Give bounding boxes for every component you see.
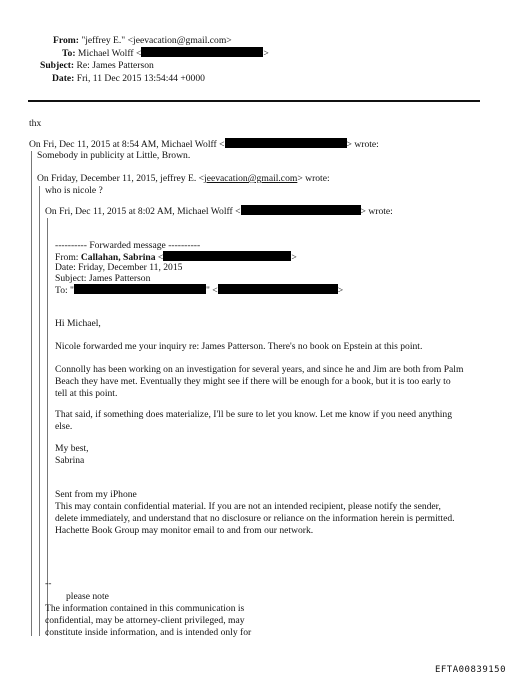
subject-value: Re: James Patterson: [76, 60, 154, 71]
forwarded-to: To: " " < >: [55, 285, 344, 296]
signoff-line-2: Sabrina: [55, 455, 85, 466]
disclaimer-line-2: delete immediately, and understand that no disclosure or reliance on the information herein is permitted.: [55, 513, 455, 524]
date-value: Fri, 11 Dec 2015 13:54:44 +0000: [76, 73, 205, 84]
note-heading: please note: [66, 591, 109, 602]
quote-1-intro: On Fri, Dec 11, 2015 at 8:54 AM, Michael Wolff < > wrote:: [29, 139, 379, 150]
disclaimer-line-1: This may contain confidential material. If you are not an intended recipient, please notify the sender,: [55, 501, 441, 512]
reply-text: thx: [29, 118, 42, 129]
note-line-3: constitute inside information, and is intended only for: [45, 627, 252, 638]
redaction-block: [141, 47, 263, 57]
paragraph-2-line-3: tell at this point.: [55, 388, 118, 399]
quote-3-intro: On Fri, Dec 11, 2015 at 8:02 AM, Michael Wolff < > wrote:: [45, 206, 393, 217]
forwarded-from: From: Callahan, Sabrina < >: [55, 252, 297, 263]
paragraph-3-line-2: else.: [55, 421, 73, 432]
date-row: [52, 73, 205, 85]
quote-2-text: who is nicole ?: [45, 185, 103, 196]
subject-label: Subject:: [40, 60, 75, 71]
redaction-block: [163, 251, 291, 261]
redaction-block: [218, 284, 338, 294]
from-value: "jeffrey E." <jeevacation@gmail.com>: [81, 35, 232, 46]
forwarded-subject: Subject: James Patterson: [55, 273, 151, 284]
sender-name: Callahan, Sabrina: [80, 252, 156, 263]
document-id: EFTA00839150: [434, 665, 506, 675]
quote-bar-3: [47, 218, 48, 636]
quote-1-text: Somebody in publicity at Little, Brown.: [37, 150, 191, 161]
paragraph-3-line-1: That said, if something does materialize, I'll be sure to let you know. Let me know if you need anything: [55, 409, 453, 420]
signoff-line-1: My best,: [55, 443, 89, 454]
signature-dash: --: [45, 578, 52, 589]
quote-bar-2: [39, 186, 40, 636]
sent-from-line: Sent from my iPhone: [55, 489, 137, 500]
forwarded-header: ---------- Forwarded message ----------: [55, 240, 201, 251]
from-row: [53, 35, 232, 47]
note-line-1: The information contained in this communication is: [45, 603, 245, 614]
greeting: Hi Michael,: [55, 318, 101, 329]
redaction-block: [74, 284, 206, 294]
paragraph-2-line-2: Beach they have met. Eventually they might see if there will be enough for a book, but it is too early to: [55, 376, 451, 387]
to-row: To: Michael Wolff < >: [62, 48, 269, 59]
paragraph-1: Nicole forwarded me your inquiry re: James Patterson. There's no book on Epstein at this point.: [55, 341, 423, 352]
date-label: Date:: [52, 73, 75, 84]
quote-bar-1: [31, 151, 32, 636]
quote-2-intro: On Friday, December 11, 2015, jeffrey E. <jeevacation@gmail.com> wrote:: [37, 173, 330, 184]
from-label: From:: [53, 35, 79, 46]
email-link[interactable]: jeevacation@gmail.com: [204, 173, 298, 184]
redaction-block: [241, 205, 361, 215]
to-value: Michael Wolff <: [77, 48, 142, 59]
to-label: To:: [62, 48, 76, 59]
redaction-block: [225, 138, 347, 148]
header-divider: [28, 100, 480, 102]
note-line-2: confidential, may be attorney-client privileged, may: [45, 615, 245, 626]
disclaimer-line-3: Hachette Book Group may monitor email to and from our network.: [55, 525, 314, 536]
subject-row: [40, 60, 154, 72]
paragraph-2-line-1: Connolly has been working on an investigation for several years, and since he and Jim are both from Palm: [55, 364, 464, 375]
forwarded-date: Date: Friday, December 11, 2015: [55, 262, 183, 273]
